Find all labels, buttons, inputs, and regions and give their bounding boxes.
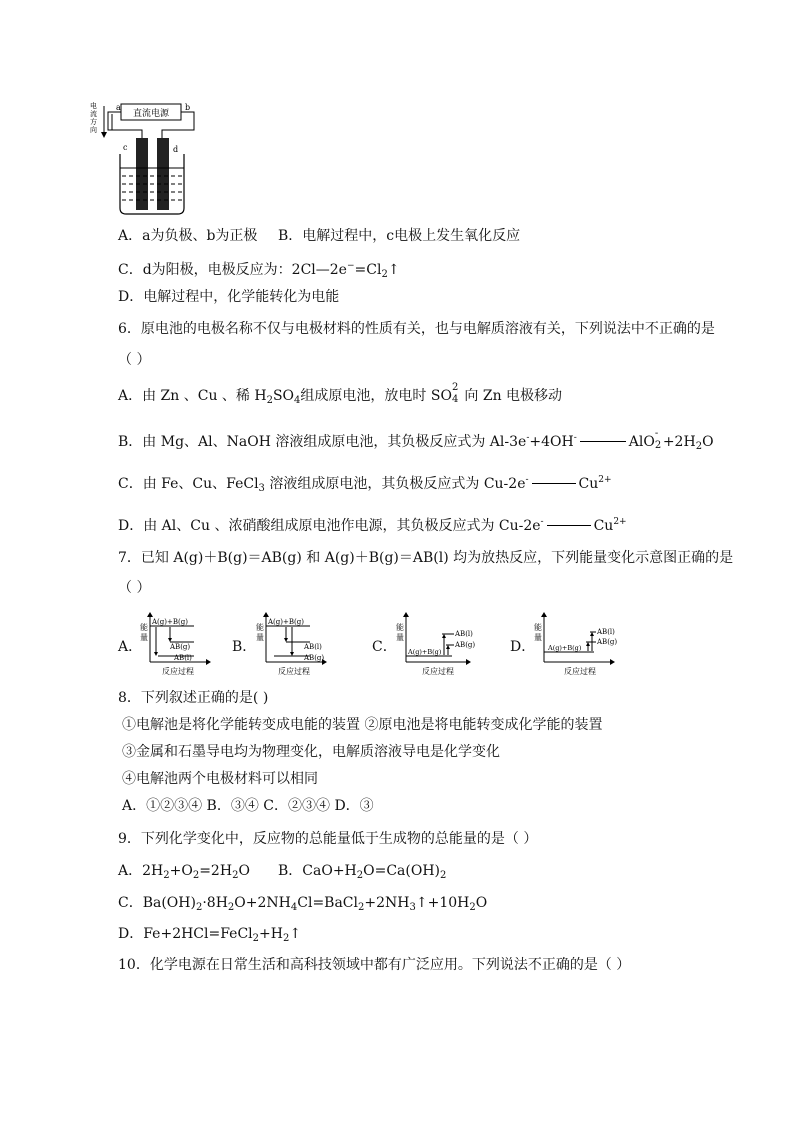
svg-text:量: 量 — [140, 633, 148, 642]
svg-text:A(g)+B(g): A(g)+B(g) — [548, 644, 582, 652]
current-label-3: 方 — [90, 118, 97, 126]
svg-text:AB(l): AB(l) — [455, 630, 473, 638]
q7-option-d-label: D． — [510, 639, 536, 655]
current-arrow-icon — [101, 132, 107, 138]
q8-statement-3: ③金属和石墨导电均为物理变化，电解质溶液导电是化学变化 — [122, 744, 500, 760]
svg-text:A(g)+B(g): A(g)+B(g) — [408, 648, 442, 656]
q8-statement-1-2: ①电解池是将化学能转变成电能的装置 ②原电池是将电能转变成化学能的装置 — [122, 717, 603, 733]
svg-text:量: 量 — [396, 633, 404, 642]
q5-option-c: C．d为阳极，电极反应为：$2Cl—2e^-=Cl_2↑$ — [118, 261, 400, 280]
q6-option-d: D．由 Al、Cu 、浓硝酸组成原电池作电源，其负极反应式为 Cu-2e- $Cu^{2+}$ — [118, 517, 627, 534]
q7-option-a-label: A． — [118, 639, 143, 655]
energy-diagram-d — [534, 612, 624, 676]
q6-stem: 6．原电池的电极名称不仅与电极材料的性质有关，也与电解质溶液有关，下列说法中不正确的是 — [118, 321, 715, 337]
q9-option-d: D．$Fe+2HCl=FeCl_2+H_2↑$ — [118, 926, 302, 944]
q8-statement-4: ④电解池两个电极材料可以相同 — [122, 771, 318, 787]
q9-option-b: B．$CaO+H_2O=Ca(OH)_2$ — [278, 863, 447, 881]
energy-diagram-a — [140, 612, 220, 676]
terminal-b-label: b — [185, 103, 191, 112]
svg-text:AB(g): AB(g) — [170, 643, 191, 651]
q5-option-d: D．电解过程中，化学能转化为电能 — [118, 289, 340, 305]
q7-stem: 7．已知 A(g)＋B(g)＝AB(g) 和 A(g)＋B(g)＝AB(l) 均为放热反应，下列能量变化示意图正确的是 — [118, 550, 734, 566]
q6-option-a: A．由 Zn 、Cu 、稀 $H_2SO_4$组成原电池，放电时 SO 2 4 向 Zn 电极移动 — [118, 382, 563, 406]
q8-stem: 8．下列叙述正确的是( ) — [118, 690, 269, 706]
power-supply-label: 直流电源 — [132, 109, 170, 119]
svg-text:AB(g): AB(g) — [597, 638, 618, 646]
svg-text:能: 能 — [140, 623, 148, 632]
q10-stem: 10．化学电源在日常生活和高科技领域中都有广泛应用。下列说法不正确的是（ ） — [118, 957, 631, 973]
current-label-1: 电 — [90, 102, 97, 110]
q9-option-c: C．$Ba(OH)_2\cdot 8H_2O+2NH_4Cl=BaCl_2+2NH_3↑+10H_2O$ — [118, 895, 488, 913]
svg-text:AB(l): AB(l) — [304, 643, 322, 651]
terminal-a-label: a — [116, 103, 121, 112]
electrode-c — [136, 138, 148, 210]
q7-paren: （ ） — [118, 580, 151, 596]
q9-stem: 9．下列化学变化中，反应物的总能量低于生成物的总能量的是（ ） — [118, 831, 538, 847]
svg-text:量: 量 — [534, 633, 542, 642]
current-label-2: 流 — [90, 110, 97, 118]
svg-text:能: 能 — [534, 623, 542, 632]
q6-option-b: B．由 Mg、Al、NaOH 溶液组成原电池，其负极反应式为 Al-3e-+4OH- AlO - 2 $+2H_2O$ — [118, 428, 714, 452]
q5-option-b: B．电解过程中，c电极上发生氧化反应 — [278, 228, 521, 244]
electrolysis-figure — [90, 96, 210, 216]
svg-text:反应过程: 反应过程 — [422, 667, 454, 676]
energy-diagram-b — [256, 612, 336, 676]
electrode-d-label: d — [173, 145, 179, 154]
q7-option-b-label: B． — [232, 639, 257, 655]
q6-option-c: C．由 Fe、Cu、FeCl$_3$ 溶液组成原电池，其负极反应式为 Cu-2e- $Cu^{2+}$ — [118, 475, 612, 494]
energy-diagram-c — [396, 612, 480, 676]
svg-text:反应过程: 反应过程 — [564, 667, 596, 676]
svg-text:能: 能 — [256, 623, 264, 632]
svg-text:AB(g): AB(g) — [304, 654, 325, 662]
q8-options: A．①②③④ B．③④ C．②③④ D．③ — [122, 798, 374, 814]
current-label-4: 向 — [90, 126, 97, 134]
svg-text:量: 量 — [256, 633, 264, 642]
electrode-d — [157, 138, 169, 210]
svg-text:AB(g): AB(g) — [455, 641, 476, 649]
q5-option-a: A．a为负极、b为正极 — [118, 228, 258, 244]
svg-text:反应过程: 反应过程 — [162, 667, 194, 676]
svg-text:A(g)+B(g): A(g)+B(g) — [152, 618, 188, 626]
svg-text:反应过程: 反应过程 — [278, 667, 310, 676]
electrode-c-label: c — [123, 143, 128, 152]
q6-paren: （ ） — [118, 352, 151, 368]
svg-text:A(g)+B(g): A(g)+B(g) — [268, 618, 304, 626]
q9-option-a: A．$2H_2+O_2=2H_2O$ — [118, 863, 250, 881]
svg-text:AB(l): AB(l) — [597, 628, 615, 636]
q7-option-c-label: C． — [372, 639, 397, 655]
svg-text:AB(l): AB(l) — [174, 654, 192, 662]
svg-text:能: 能 — [396, 623, 404, 632]
